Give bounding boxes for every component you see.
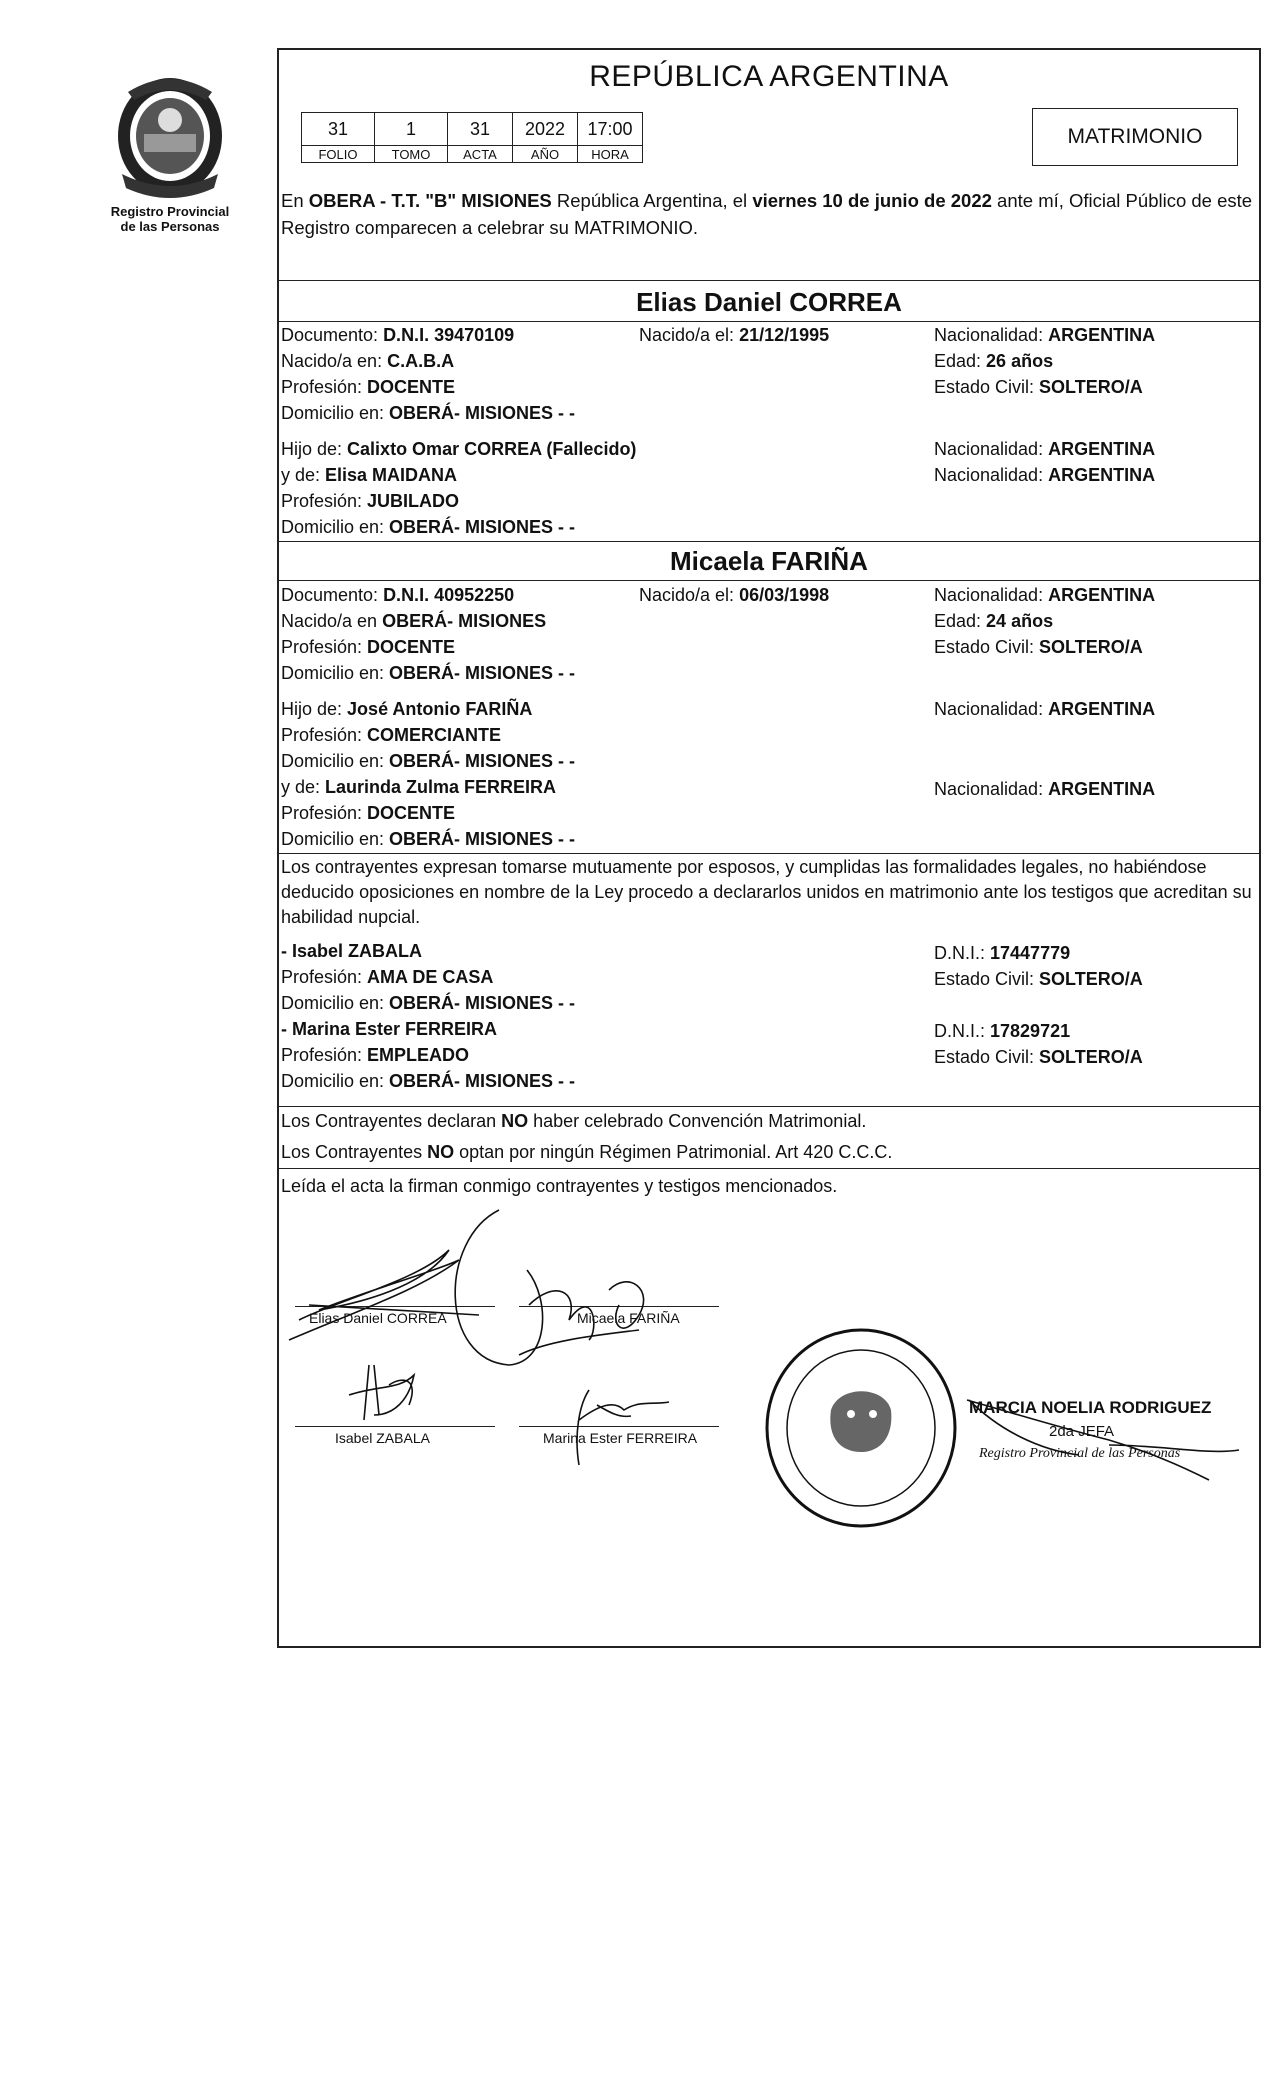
hora-label: HORA bbox=[578, 146, 643, 163]
intro-text-2: República Argentina, el bbox=[551, 190, 753, 211]
spouse2-mother-address: Domicilio en: OBERÁ- MISIONES - - bbox=[281, 829, 576, 849]
divider bbox=[279, 853, 1259, 854]
spouse2-father-address: Domicilio en: OBERÁ- MISIONES - - bbox=[281, 751, 576, 771]
divider bbox=[279, 580, 1259, 581]
spouse2-mother: y de: Laurinda Zulma FERREIRA bbox=[281, 777, 557, 797]
spouse1-father-nationality: Nacionalidad: ARGENTINA bbox=[934, 439, 1156, 459]
spouse2-civil-status: Estado Civil: SOLTERO/A bbox=[934, 637, 1143, 657]
spouse2-age: Edad: 24 años bbox=[934, 611, 1054, 631]
tomo-label: TOMO bbox=[375, 146, 448, 163]
tomo-value: 1 bbox=[375, 113, 448, 146]
divider bbox=[279, 1168, 1259, 1169]
page-title: REPÚBLICA ARGENTINA bbox=[589, 60, 949, 93]
spouse2-profession: Profesión: DOCENTE bbox=[281, 637, 456, 657]
spouse2-mother-profession: Profesión: DOCENTE bbox=[281, 803, 456, 823]
anio-value: 2022 bbox=[513, 113, 578, 146]
signature-witness2 bbox=[577, 1390, 669, 1465]
registry-id-table bbox=[301, 112, 643, 163]
witness1-profession: Profesión: AMA DE CASA bbox=[281, 967, 494, 987]
intro-date: viernes 10 de junio de 2022 bbox=[752, 190, 992, 211]
witness1-address: Domicilio en: OBERÁ- MISIONES - - bbox=[281, 993, 576, 1013]
divider bbox=[279, 280, 1259, 281]
sig-label-spouse1: Elias Daniel CORREA bbox=[309, 1310, 447, 1326]
witness2-address: Domicilio en: OBERÁ- MISIONES - - bbox=[281, 1071, 576, 1091]
spouse1-name: Elias Daniel CORREA bbox=[636, 287, 902, 317]
spouse2-father-nationality: Nacionalidad: ARGENTINA bbox=[934, 699, 1156, 719]
spouse2-address: Domicilio en: OBERÁ- MISIONES - - bbox=[281, 663, 576, 683]
registry-logo bbox=[92, 70, 248, 234]
sig-label-spouse2: Micaela FARIÑA bbox=[577, 1310, 680, 1326]
folio-value: 31 bbox=[302, 113, 375, 146]
spouse1-age: Edad: 26 años bbox=[934, 351, 1054, 371]
witness2-civil-status: Estado Civil: SOLTERO/A bbox=[934, 1047, 1143, 1067]
signature-spouse1 bbox=[289, 1250, 479, 1340]
logo-caption bbox=[92, 204, 248, 234]
act-type-box: MATRIMONIO bbox=[1032, 108, 1238, 166]
spouse1-civil-status: Estado Civil: SOLTERO/A bbox=[934, 377, 1143, 397]
signatures-drawing bbox=[279, 1190, 1263, 1550]
folio-label: FOLIO bbox=[302, 146, 375, 163]
coat-of-arms-icon bbox=[110, 70, 230, 200]
spouse1-mother: y de: Elisa MAIDANA bbox=[281, 465, 458, 485]
witness1-name: - Isabel ZABALA bbox=[281, 941, 423, 961]
intro-paragraph bbox=[281, 187, 1255, 241]
acta-label: ACTA bbox=[448, 146, 513, 163]
signature-spouse2 bbox=[455, 1210, 643, 1365]
spouse1-mother-nationality: Nacionalidad: ARGENTINA bbox=[934, 465, 1156, 485]
intro-text-3: ante mí, Oficial Público de este Registro comparecen a celebrar su MATRIMONIO. bbox=[281, 190, 1253, 238]
sig-label-witness1: Isabel ZABALA bbox=[335, 1430, 430, 1446]
hora-value: 17:00 bbox=[578, 113, 643, 146]
registry-labels-row bbox=[302, 146, 643, 163]
spouse2-mother-nationality: Nacionalidad: ARGENTINA bbox=[934, 779, 1156, 799]
spouse1-address: Domicilio en: OBERÁ- MISIONES - - bbox=[281, 403, 576, 423]
spouse2-name: Micaela FARIÑA bbox=[670, 546, 868, 576]
official-stamp bbox=[767, 1330, 955, 1526]
witness1-dni: D.N.I.: 17447779 bbox=[934, 943, 1071, 963]
logo-caption-line-2: de las Personas bbox=[120, 219, 220, 234]
intro-place: OBERA - T.T. "B" MISIONES bbox=[308, 190, 552, 211]
spouse1-birthplace: Nacido/a en: C.A.B.A bbox=[281, 351, 455, 371]
witness1-civil-status: Estado Civil: SOLTERO/A bbox=[934, 969, 1143, 989]
official-title: 2da JEFA bbox=[1049, 1423, 1115, 1440]
acta-value: 31 bbox=[448, 113, 513, 146]
spouse2-birthdate: Nacido/a el: 06/03/1998 bbox=[639, 585, 830, 605]
divider bbox=[279, 1106, 1259, 1107]
divider bbox=[279, 541, 1259, 542]
spouse2-father-profession: Profesión: COMERCIANTE bbox=[281, 725, 502, 745]
signature-witness1 bbox=[349, 1365, 414, 1420]
witness2-dni: D.N.I.: 17829721 bbox=[934, 1021, 1071, 1041]
registry-values-row bbox=[302, 113, 643, 146]
spouse2-nationality: Nacionalidad: ARGENTINA bbox=[934, 585, 1156, 605]
spouse1-birthdate: Nacido/a el: 21/12/1995 bbox=[639, 325, 830, 345]
spouse1-parent-profession: Profesión: JUBILADO bbox=[281, 491, 460, 511]
spouse2-birthplace: Nacido/a en OBERÁ- MISIONES bbox=[281, 611, 547, 631]
convention-statement: Los Contrayentes declaran NO haber celebrado Convención Matrimonial. bbox=[281, 1111, 867, 1131]
closing-statement: Leída el acta la firman conmigo contrayentes y testigos mencionados. bbox=[281, 1176, 838, 1196]
sig-label-witness2: Marina Ester FERREIRA bbox=[543, 1430, 698, 1446]
spouse2-father: Hijo de: José Antonio FARIÑA bbox=[281, 699, 533, 719]
regime-statement: Los Contrayentes NO optan por ningún Régimen Patrimonial. Art 420 C.C.C. bbox=[281, 1142, 893, 1162]
witness2-profession: Profesión: EMPLEADO bbox=[281, 1045, 470, 1065]
intro-text-1: En bbox=[281, 190, 309, 211]
marriage-certificate bbox=[277, 48, 1261, 1648]
spouse1-nationality: Nacionalidad: ARGENTINA bbox=[934, 325, 1156, 345]
declaration-paragraph: Los contrayentes expresan tomarse mutuamente por esposos, y cumplidas las formalidades legales, no habiéndose deducido oposiciones en nombre de la Ley procedo a declararlos unidos en matrimonio ante los testigos que acreditan su habilidad nupcial. bbox=[281, 857, 1252, 927]
spouse1-document: Documento: D.N.I. 39470109 bbox=[281, 325, 515, 345]
spouse2-document: Documento: D.N.I. 40952250 bbox=[281, 585, 515, 605]
anio-label: AÑO bbox=[513, 146, 578, 163]
spouse1-parent-address: Domicilio en: OBERÁ- MISIONES - - bbox=[281, 517, 576, 537]
spouse1-profession: Profesión: DOCENTE bbox=[281, 377, 456, 397]
official-organization: Registro Provincial de las Personas bbox=[979, 1446, 1181, 1461]
official-name: MARCIA NOELIA RODRIGUEZ bbox=[969, 1398, 1212, 1417]
spouse1-father: Hijo de: Calixto Omar CORREA (Fallecido) bbox=[281, 439, 637, 459]
divider bbox=[279, 321, 1259, 322]
logo-caption-line-1: Registro Provincial bbox=[110, 204, 230, 219]
witness2-name: - Marina Ester FERREIRA bbox=[281, 1019, 498, 1039]
